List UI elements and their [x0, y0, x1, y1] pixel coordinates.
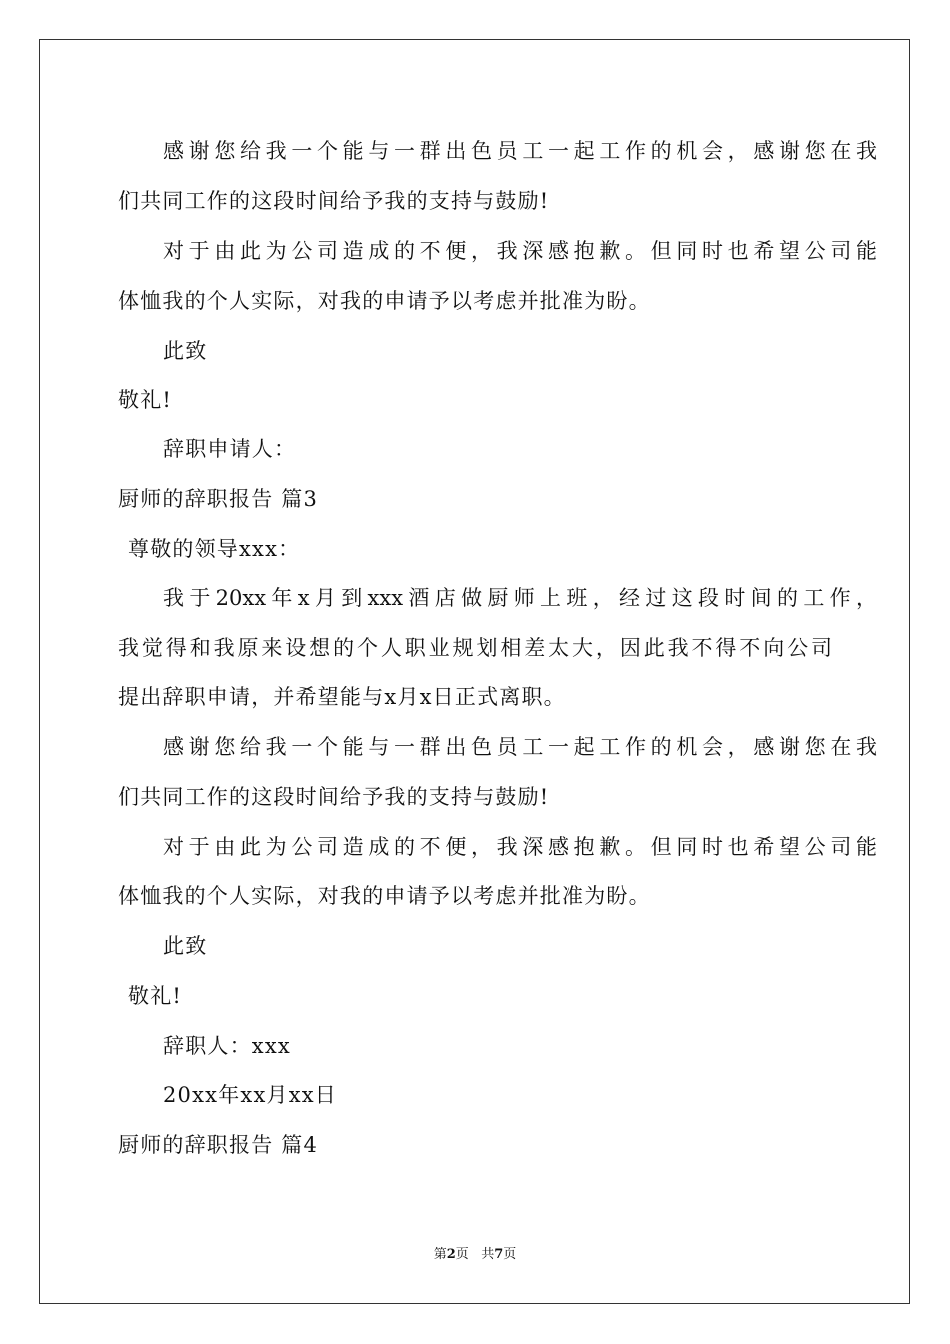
paragraph-line: 我觉得和我原来设想的个人职业规划相差太大，因此我不得不向公司 [118, 636, 832, 660]
page-current: 2 [446, 1247, 456, 1262]
signature-line: 辞职人：xxx [163, 1034, 291, 1058]
page-total: 7 [494, 1247, 504, 1262]
paragraph-line: 我于20xx年x月到xxx酒店做厨师上班，经过这段时间的工作， [163, 586, 877, 610]
page-footer [0, 1246, 950, 1264]
page-prefix: 第 [433, 1247, 447, 1262]
section-heading: 厨师的辞职报告 篇4 [118, 1133, 319, 1157]
paragraph-line: 体恤我的个人实际，对我的申请予以考虑并批准为盼。 [118, 289, 651, 313]
paragraph-line: 们共同工作的这段时间给予我的支持与鼓励! [118, 785, 550, 809]
date-line: 20xx年xx月xx日 [163, 1083, 337, 1107]
signature-line: 辞职申请人： [163, 437, 297, 461]
page-suffix: 页 [455, 1247, 469, 1262]
closing-line: 此致 [163, 934, 208, 958]
paragraph-line: 们共同工作的这段时间给予我的支持与鼓励! [118, 189, 550, 213]
paragraph-line: 提出辞职申请，并希望能与x月x日正式离职。 [118, 685, 566, 709]
paragraph-line: 感谢您给我一个能与一群出色员工一起工作的机会，感谢您在我 [163, 735, 877, 759]
paragraph-line: 对于由此为公司造成的不便，我深感抱歉。但同时也希望公司能 [163, 239, 877, 263]
salutation-line: 敬礼! [118, 388, 173, 412]
addressee-line: 尊敬的领导xxx： [128, 537, 301, 561]
total-prefix: 共 [481, 1247, 495, 1262]
closing-line: 此致 [163, 339, 208, 363]
paragraph-line: 对于由此为公司造成的不便，我深感抱歉。但同时也希望公司能 [163, 835, 877, 859]
page-frame [39, 39, 910, 1304]
paragraph-line: 体恤我的个人实际，对我的申请予以考虑并批准为盼。 [118, 884, 651, 908]
section-heading: 厨师的辞职报告 篇3 [118, 487, 319, 511]
salutation-line: 敬礼! [128, 984, 183, 1008]
paragraph-line: 感谢您给我一个能与一群出色员工一起工作的机会，感谢您在我 [163, 139, 877, 163]
total-suffix: 页 [503, 1247, 517, 1262]
